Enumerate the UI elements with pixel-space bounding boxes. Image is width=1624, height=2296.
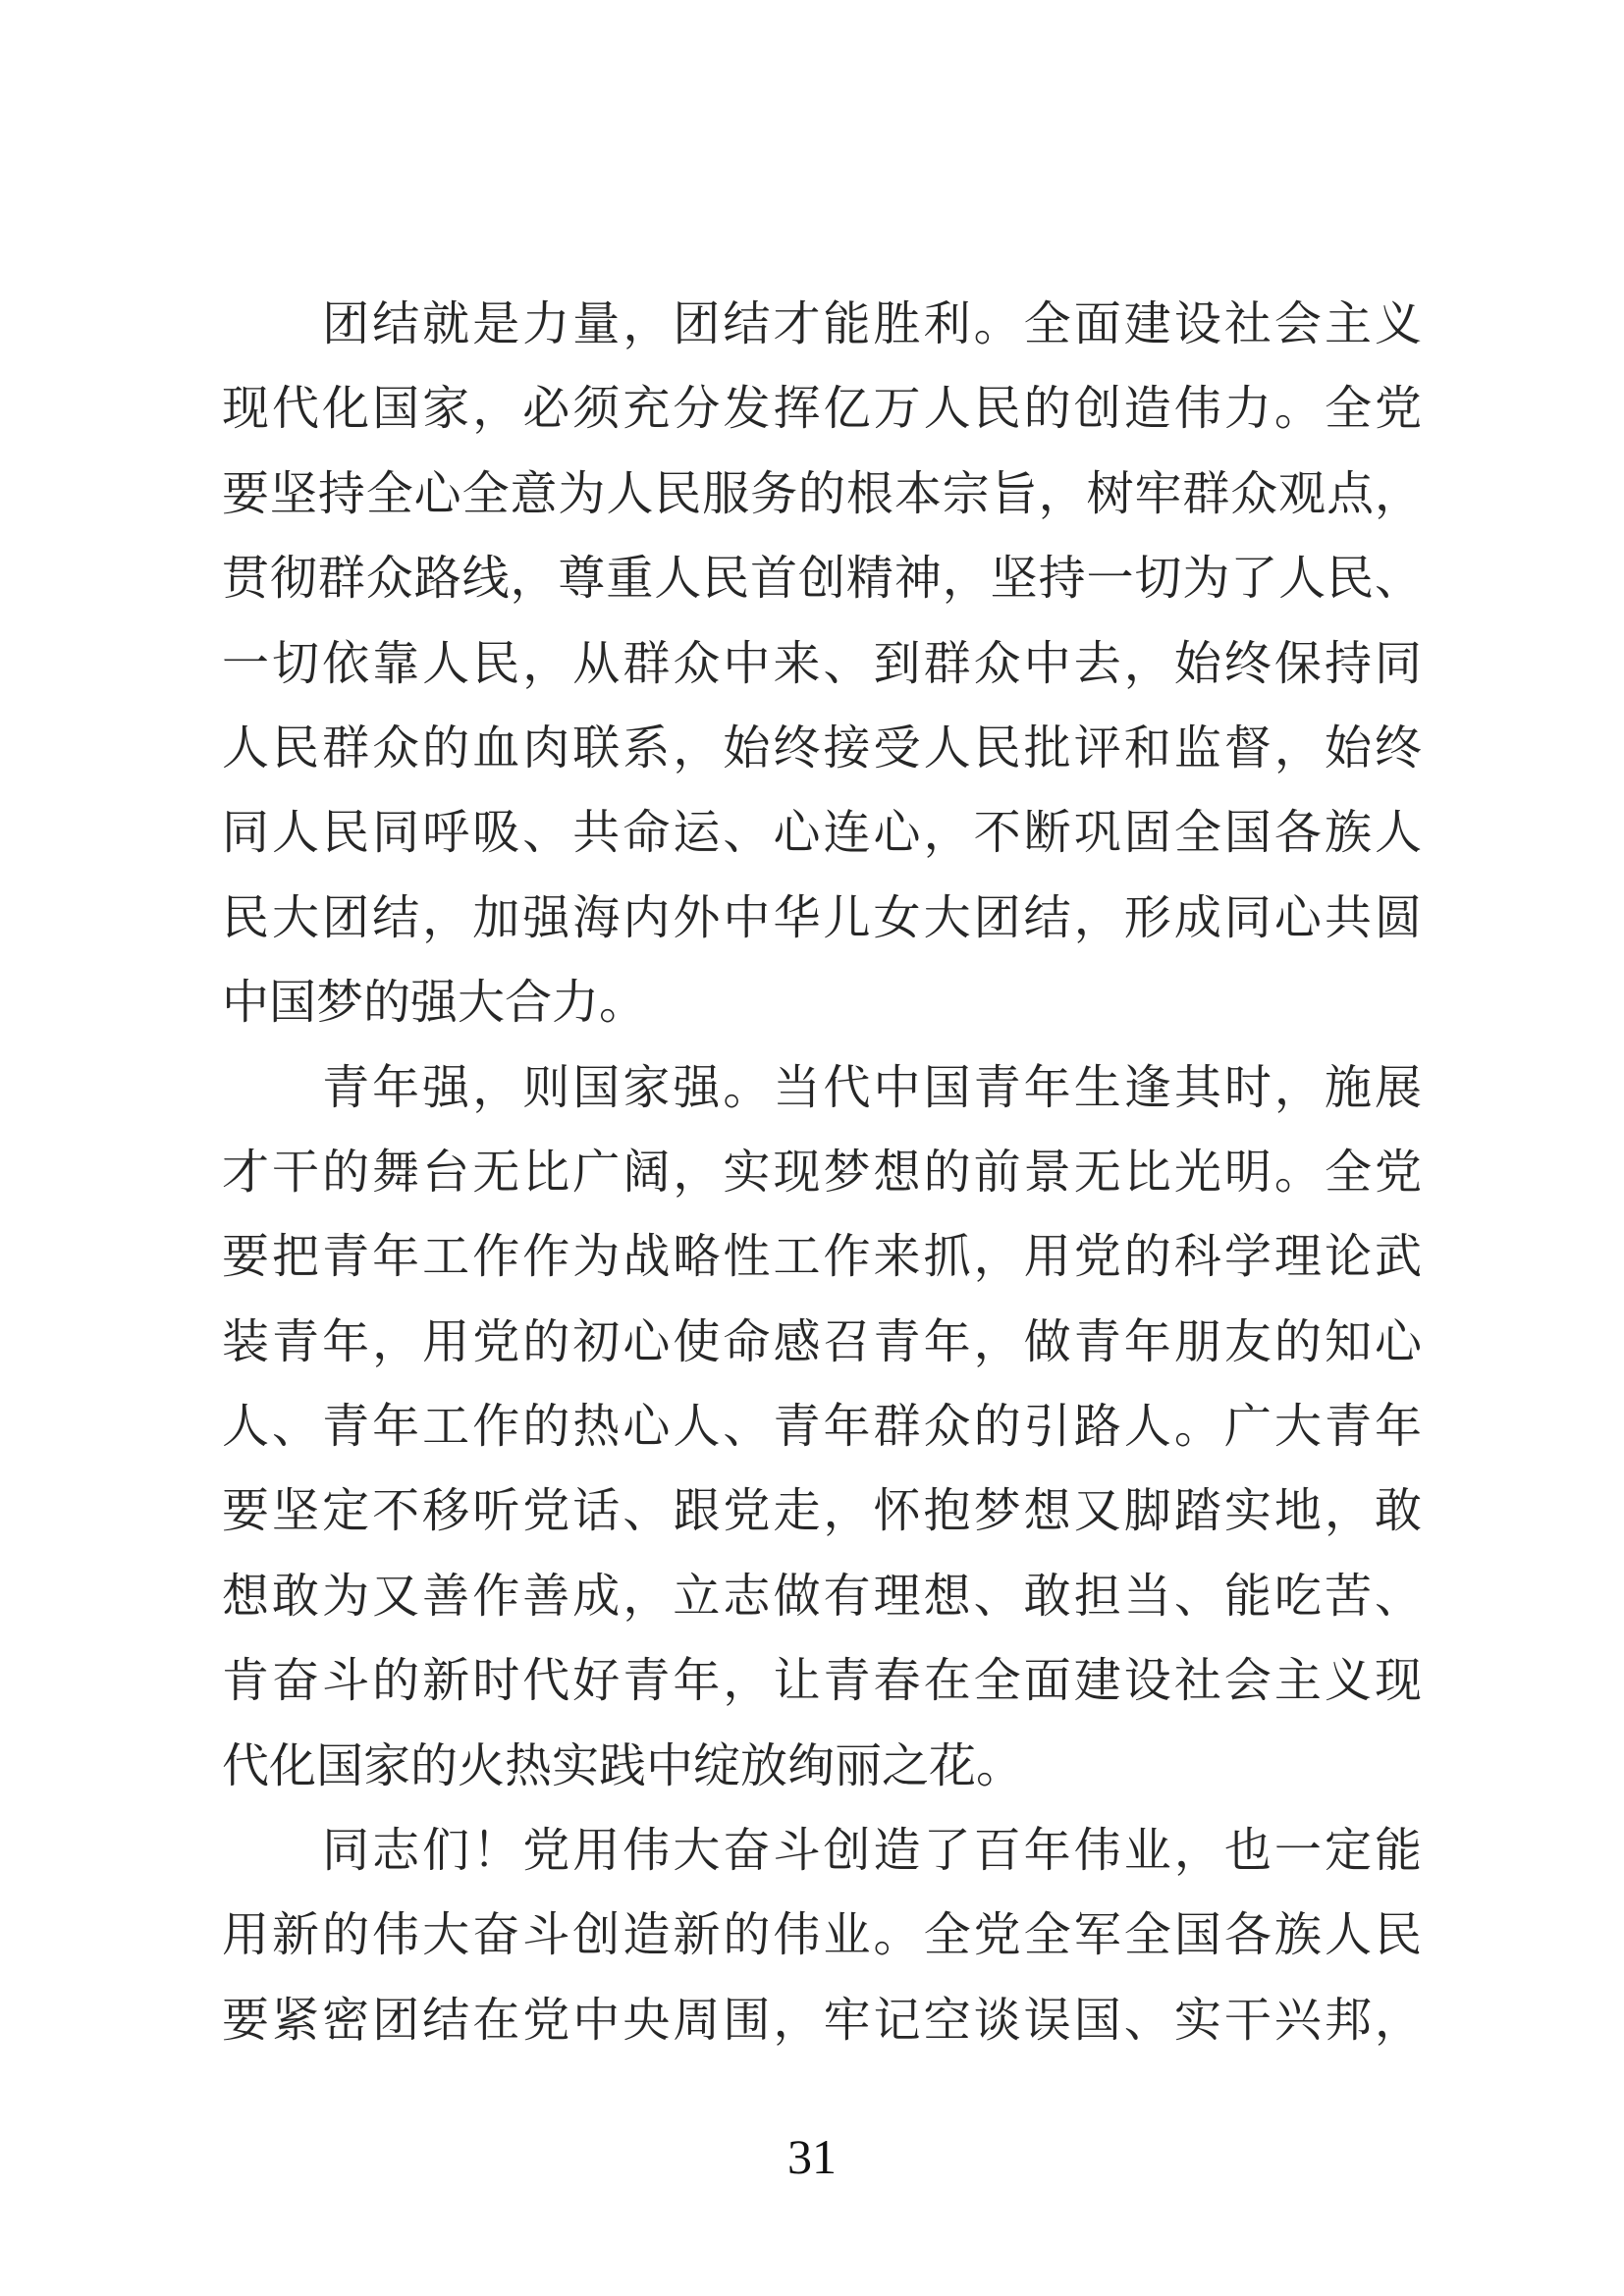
text-line: 青年强，则国家强。当代中国青年生逢其时，施展 [222,1059,1422,1115]
text-line: 要紧密团结在党中央周围，牢记空谈误国、实干兴邦， [222,1992,1422,2048]
text-line: 贯彻群众路线，尊重人民首创精神，坚持一切为了人民、 [222,551,1422,607]
text-line: 中国梦的强大合力。 [222,975,647,1031]
text-line: 民大团结，加强海内外中华儿女大团结，形成同心共圆 [222,889,1422,945]
text-line: 装青年，用党的初心使命感召青年，做青年朋友的知心 [222,1313,1422,1369]
text-line: 代化国家的火热实践中绽放绚丽之花。 [222,1737,1024,1793]
text-line: 要坚定不移听党话、跟党走，怀抱梦想又脚踏实地，敢 [222,1483,1422,1539]
text-line: 人、青年工作的热心人、青年群众的引路人。广大青年 [222,1399,1422,1455]
text-line: 一切依靠人民，从群众中来、到群众中去，始终保持同 [222,635,1422,691]
text-line: 想敢为又善作善成，立志做有理想、敢担当、能吃苦、 [222,1568,1422,1624]
text-line: 要坚持全心全意为人民服务的根本宗旨，树牢群众观点， [222,465,1422,521]
text-line: 同志们！党用伟大奋斗创造了百年伟业，也一定能 [222,1823,1422,1879]
text-line: 现代化国家，必须充分发挥亿万人民的创造伟力。全党 [222,381,1422,437]
text-line: 团结就是力量，团结才能胜利。全面建设社会主义 [222,296,1422,351]
text-line: 肯奋斗的新时代好青年，让青春在全面建设社会主义现 [222,1653,1422,1709]
page-number: 31 [787,2129,837,2184]
text-line: 用新的伟大奋斗创造新的伟业。全党全军全国各族人民 [222,1907,1422,1963]
text-line: 同人民同呼吸、共命运、心连心，不断巩固全国各族人 [222,805,1422,861]
text-line: 人民群众的血肉联系，始终接受人民批评和监督，始终 [222,720,1422,775]
text-line: 才干的舞台无比广阔，实现梦想的前景无比光明。全党 [222,1144,1422,1200]
body-text-block [222,282,1422,2062]
text-line: 要把青年工作作为战略性工作来抓，用党的科学理论武 [222,1229,1422,1285]
